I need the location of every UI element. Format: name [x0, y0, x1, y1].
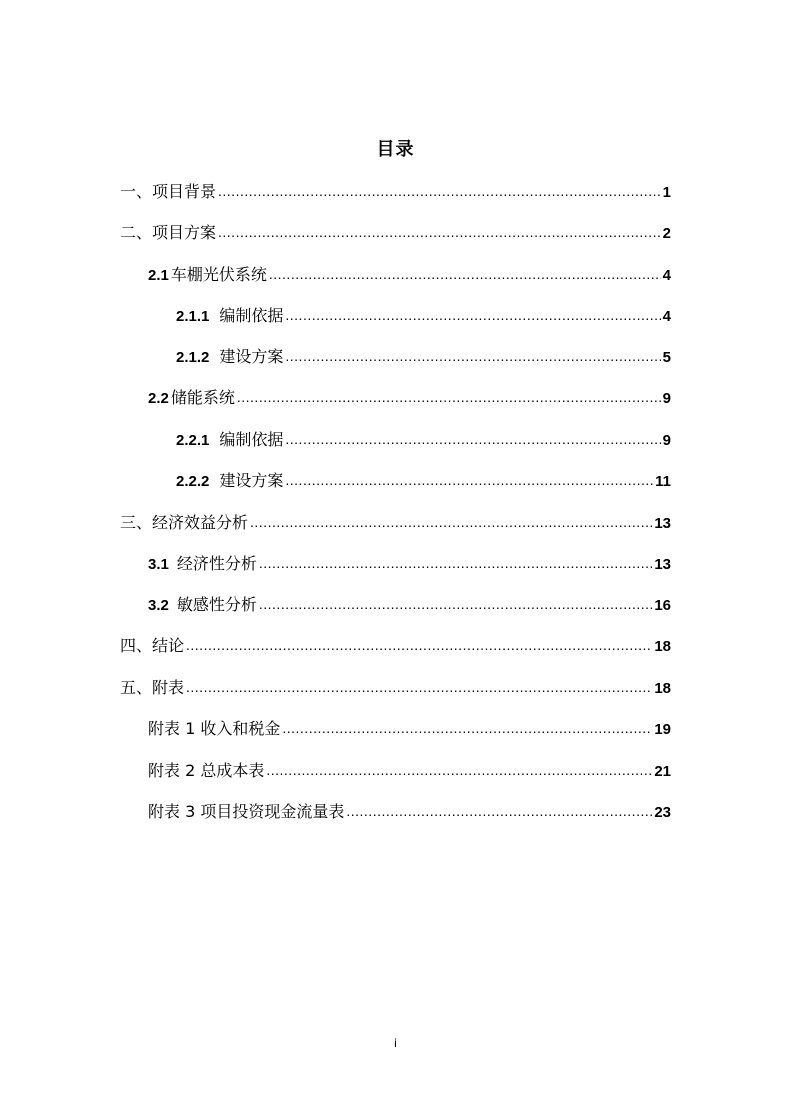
- toc-leader-dots: [346, 797, 652, 825]
- toc-entry[interactable]: [176, 467, 671, 495]
- toc-entry[interactable]: [148, 384, 671, 412]
- page-footer-number: i: [394, 1036, 397, 1050]
- toc-leader-dots: [285, 425, 660, 453]
- toc-leader-dots: [259, 549, 652, 577]
- toc-section-number: 2.2.1: [176, 432, 210, 449]
- toc-section-number: 2.1.2: [176, 349, 210, 366]
- toc-page-number: 23: [654, 804, 671, 821]
- toc-leader-dots: [285, 466, 653, 494]
- toc-entry-text: 编制依据: [219, 430, 284, 449]
- toc-page-number: 18: [654, 638, 671, 655]
- toc-entry[interactable]: [148, 591, 671, 619]
- toc-entry[interactable]: [148, 757, 671, 785]
- toc-section-number: 2.1.1: [176, 308, 210, 325]
- toc-leader-dots: [237, 383, 661, 411]
- toc-page-number: 13: [654, 556, 671, 573]
- toc-page-number: 18: [654, 680, 671, 697]
- toc-leader-dots: [186, 673, 652, 701]
- toc-page-number: 4: [662, 267, 671, 284]
- toc-entry-text: 一、项目背景: [120, 182, 217, 201]
- toc-entry[interactable]: [148, 261, 671, 289]
- toc-section-number: 3.2: [148, 597, 169, 614]
- toc-page-number: 5: [662, 349, 671, 366]
- toc-entry[interactable]: [120, 219, 671, 247]
- toc-leader-dots: [269, 260, 661, 288]
- toc-entry[interactable]: [120, 509, 671, 537]
- toc-entry[interactable]: [148, 550, 671, 578]
- toc-entry[interactable]: [120, 632, 671, 660]
- toc-leader-dots: [259, 590, 652, 618]
- toc-page-number: 16: [654, 597, 671, 614]
- toc-page-number: 21: [654, 763, 671, 780]
- toc-entry-text: 编制依据: [219, 306, 284, 325]
- toc-page-number: 19: [654, 721, 671, 738]
- toc-section-number: 2.2: [148, 390, 169, 407]
- toc-leader-dots: [285, 301, 660, 329]
- toc-leader-dots: [218, 218, 661, 246]
- toc-page-number: 1: [662, 184, 671, 201]
- toc-title: 目录: [376, 139, 415, 160]
- toc-entry-text: 附表 2 总成本表: [148, 761, 265, 780]
- toc-entry[interactable]: [148, 798, 671, 826]
- toc-page-number: 4: [662, 308, 671, 325]
- toc-leader-dots: [282, 714, 652, 742]
- toc-entry-text: 附表 1 收入和税金: [148, 719, 281, 738]
- toc-leader-dots: [218, 177, 661, 205]
- toc-entry[interactable]: [176, 343, 671, 371]
- toc-page-number: 11: [655, 473, 671, 490]
- toc-leader-dots: [250, 508, 652, 536]
- toc-section-number: 3.1: [148, 556, 169, 573]
- toc-entry-text: 三、经济效益分析: [120, 513, 249, 532]
- toc-page-number: 2: [662, 225, 671, 242]
- toc-entry-text: 四、结论: [120, 636, 185, 655]
- toc-leader-dots: [285, 342, 660, 370]
- toc-entry-text: 经济性分析: [176, 554, 257, 573]
- toc-section-number: 2.2.2: [176, 473, 210, 490]
- toc-entry-text: 储能系统: [170, 388, 235, 407]
- toc-entry-text: 敏感性分析: [176, 595, 257, 614]
- toc-entry-text: 建设方案: [219, 471, 284, 490]
- toc-entry-text: 车棚光伏系统: [170, 265, 267, 284]
- toc-entry[interactable]: [176, 302, 671, 330]
- toc-page-number: 13: [654, 515, 671, 532]
- toc-page-number: 9: [662, 390, 671, 407]
- toc-entry-text: 五、附表: [120, 678, 185, 697]
- toc-leader-dots: [186, 631, 652, 659]
- toc-section-number: 2.1: [148, 267, 169, 284]
- toc-entry[interactable]: [120, 674, 671, 702]
- toc-entry-text: 附表 3 项目投资现金流量表: [148, 802, 345, 821]
- toc-entry[interactable]: [148, 715, 671, 743]
- toc-page-number: 9: [662, 432, 671, 449]
- toc-entry[interactable]: [176, 426, 671, 454]
- toc-leader-dots: [266, 756, 652, 784]
- toc-entry[interactable]: [120, 178, 671, 206]
- toc-entry-text: 建设方案: [219, 347, 284, 366]
- toc-entry-text: 二、项目方案: [120, 223, 217, 242]
